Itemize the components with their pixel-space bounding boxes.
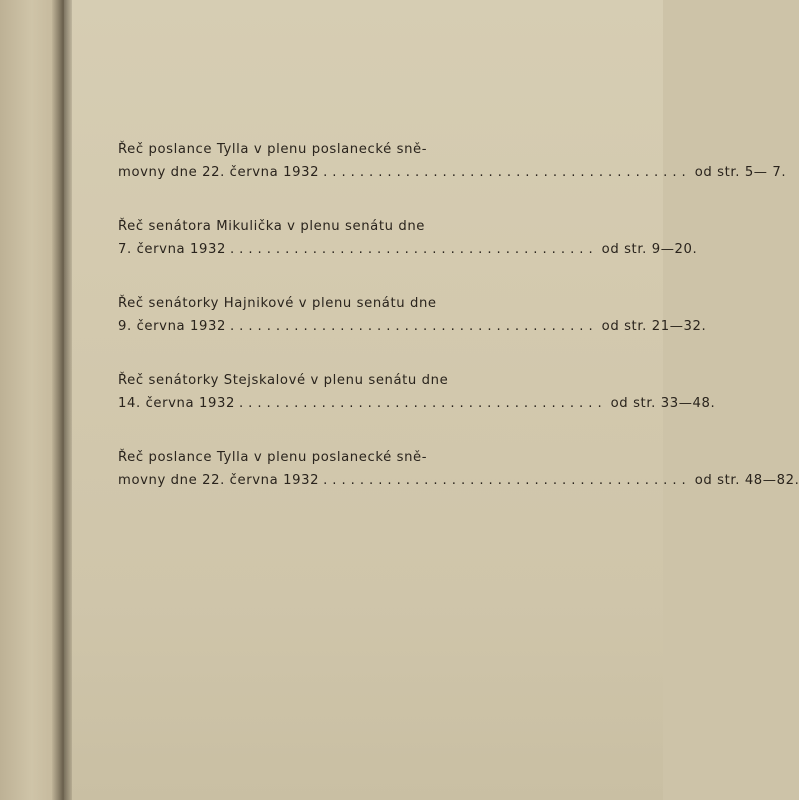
- entry-date-line: [118, 315, 707, 338]
- dot-leader: ........................................: [323, 165, 691, 180]
- entry-date-line: [118, 392, 716, 415]
- toc-entry: [118, 215, 698, 292]
- toc-entry: [118, 446, 799, 523]
- toc-entry: [118, 292, 707, 369]
- entry-title: Řeč poslance Tylla v plenu poslanecké sně-: [118, 142, 428, 157]
- entry-pages: od str. 33—48.: [610, 396, 716, 411]
- entry-title: Řeč poslance Tylla v plenu poslanecké sně-: [118, 450, 428, 465]
- toc-entry: [118, 369, 716, 446]
- dot-leader: ........................................: [229, 319, 598, 334]
- entry-title: Řeč senátorky Stejskalové v plenu senátu dne: [118, 373, 449, 388]
- entry-date: movny dne 22. června 1932: [118, 473, 320, 488]
- entry-pages: od str. 9—20.: [601, 242, 698, 257]
- dot-leader: ........................................: [238, 396, 607, 411]
- dot-leader: ........................................: [323, 473, 691, 488]
- entry-date: 9. června 1932: [118, 319, 226, 334]
- entry-date-line: [118, 161, 787, 184]
- entry-date-line: [118, 238, 698, 261]
- entry-date: 7. června 1932: [118, 242, 226, 257]
- table-of-contents: [118, 138, 799, 523]
- entry-title: Řeč senátora Mikulička v plenu senátu dne: [118, 219, 426, 234]
- entry-date: 14. června 1932: [118, 396, 235, 411]
- book-gutter: [52, 0, 72, 800]
- dot-leader: ........................................: [229, 242, 598, 257]
- entry-title: Řeč senátorky Hajnikové v plenu senátu dne: [118, 296, 437, 311]
- entry-pages: od str. 5— 7.: [694, 165, 787, 180]
- entry-pages: od str. 48—82.: [694, 473, 799, 488]
- entry-date: movny dne 22. června 1932: [118, 165, 320, 180]
- entry-date-line: [118, 469, 799, 492]
- entry-pages: od str. 21—32.: [601, 319, 707, 334]
- toc-entry: [118, 138, 787, 215]
